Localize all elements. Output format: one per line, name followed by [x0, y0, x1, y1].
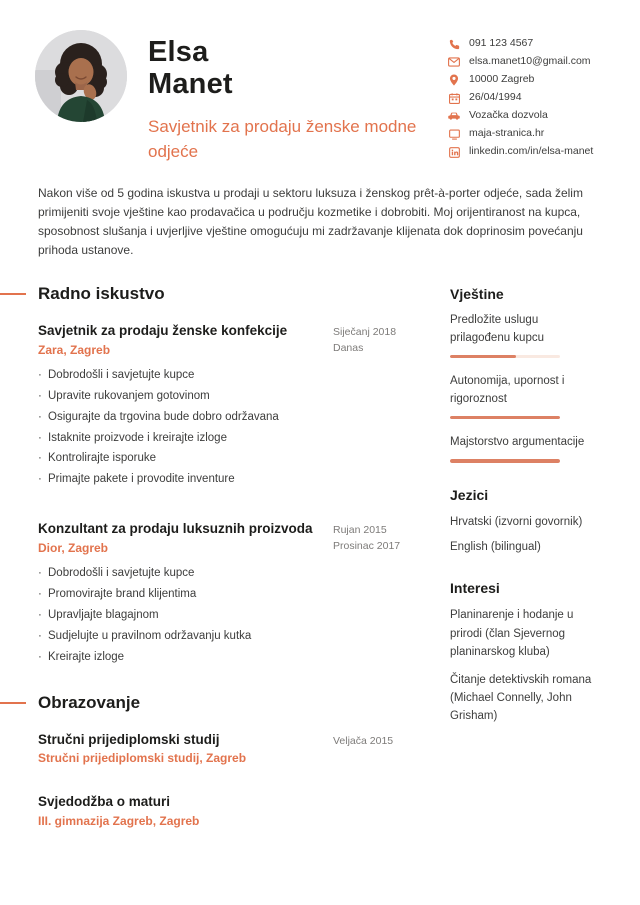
contact-website-value: maja-stranica.hr: [469, 127, 545, 140]
bullet-item: [38, 471, 433, 487]
contact-phone-value: 091 123 4567: [469, 37, 534, 50]
contact-location: [448, 74, 602, 86]
bullet-dot: ·: [38, 608, 42, 621]
calendar-icon: [448, 92, 460, 104]
full-name: [148, 36, 448, 101]
work-entry-org: Zara, Zagreb: [38, 342, 111, 357]
contact-email-value: elsa.manet10@gmail.com: [469, 55, 591, 68]
education-entry-titles: [38, 793, 333, 829]
education-entry-dates: [333, 731, 433, 749]
skill-label: Autonomija, upornost i rigoroznost: [450, 375, 565, 405]
location-icon: [448, 74, 460, 86]
bullet-item: [38, 450, 433, 466]
bullet-dot: ·: [38, 588, 42, 601]
linkedin-icon: [448, 146, 460, 158]
skill-bar-fill: [450, 355, 516, 359]
contact-linkedin[interactable]: [448, 146, 602, 158]
work-section-heading-label: Radno iskustvo: [38, 284, 165, 304]
work-entry-bullets: [38, 565, 433, 665]
education-entry-date: Veljača 2015: [333, 734, 394, 747]
languages-section: [450, 487, 600, 557]
work-entry-title: Savjetnik za prodaju ženske konfekcije: [38, 323, 288, 339]
avatar-photo-illustration: [35, 30, 127, 122]
bullet-dot: ·: [38, 567, 42, 580]
skill-bar-fill: [450, 459, 560, 463]
bullet-text: Dobrodošli i savjetujte kupce: [48, 567, 195, 580]
bullet-item: [38, 409, 433, 425]
header: [0, 0, 640, 164]
education-section: [38, 693, 433, 829]
work-entry-dates: [333, 322, 433, 357]
work-entry-date-end: Danas: [333, 342, 364, 355]
skills-heading: Vještine: [450, 286, 504, 303]
interest-item: Planinarenje i hodanje u prirodi (član Sjevernog planinarskog kluba): [450, 609, 574, 659]
bullet-item: [38, 586, 433, 602]
work-entry-titles: [38, 520, 333, 556]
skill-bar-fill: [450, 416, 560, 420]
education-entry-dates: [333, 793, 433, 795]
section-dash: [0, 702, 26, 704]
work-entry-dates: [333, 520, 433, 555]
bullet-text: Osigurajte da trgovina bude dobro održavana: [48, 410, 279, 423]
bullet-dot: ·: [38, 390, 42, 402]
language-item: Hrvatski (izvorni govornik): [450, 515, 583, 528]
education-entry-org: Stručni prijediplomski studij, Zagreb: [38, 751, 247, 766]
email-icon: [448, 56, 460, 68]
sidebar: [450, 284, 600, 829]
contact-driving-license-value: Vozačka dozvola: [469, 109, 548, 122]
work-entry: [38, 322, 433, 488]
section-dash: [0, 293, 26, 295]
bullet-text: Sudjelujte u pravilnom održavanju kutka: [48, 629, 252, 642]
contact-email[interactable]: [448, 56, 602, 68]
first-name: Elsa: [148, 36, 209, 68]
skill-label: Predložite uslugu prilagođenu kupcu: [450, 314, 544, 344]
education-entry-head: [38, 793, 433, 829]
work-entry-titles: [38, 322, 333, 358]
work-entry-org: Dior, Zagreb: [38, 540, 109, 555]
job-title: Savjetnik za prodaju ženske modne odjeće: [148, 116, 417, 161]
interests-section: [450, 580, 600, 725]
bullet-text: Upravite rukovanjem gotovinom: [48, 390, 210, 402]
language-item: English (bilingual): [450, 540, 541, 553]
bullet-text: Promovirajte brand klijentima: [48, 588, 197, 601]
work-entry-date-start: Rujan 2015: [333, 524, 387, 537]
skill-item: [450, 434, 600, 462]
avatar: [35, 30, 127, 122]
skill-item: [450, 373, 600, 419]
skill-bar: [450, 459, 560, 463]
phone-icon: [448, 38, 460, 50]
bullet-text: Kreirajte izloge: [48, 650, 125, 663]
bullet-item: [38, 628, 433, 644]
bullet-dot: ·: [38, 650, 42, 663]
contact-birthdate: [448, 92, 602, 104]
main-column: [38, 284, 433, 829]
bullet-text: Primajte pakete i provodite inventure: [48, 473, 235, 486]
content-columns: [38, 284, 602, 829]
education-section-heading: [38, 693, 433, 713]
last-name: Manet: [148, 68, 233, 101]
bullet-dot: ·: [38, 452, 42, 465]
work-section-heading: [38, 284, 433, 304]
education-section-heading-label: Obrazovanje: [38, 692, 141, 712]
contact-driving-license: [448, 110, 602, 122]
education-entry-head: [38, 731, 433, 767]
contact-linkedin-value: linkedin.com/in/elsa-manet: [469, 145, 594, 158]
work-entry-head: [38, 520, 433, 556]
work-entry-date-end: Prosinac 2017: [333, 540, 401, 553]
bullet-dot: ·: [38, 629, 42, 642]
bullet-text: Dobrodošli i savjetujte kupce: [48, 369, 195, 382]
contact-phone: [448, 38, 602, 50]
bullet-text: Upravljajte blagajnom: [48, 608, 159, 621]
bullet-text: Kontrolirajte isporuke: [48, 452, 157, 465]
contact-website[interactable]: [448, 128, 602, 140]
bullet-text: Istaknite proizvode i kreirajte izloge: [48, 431, 227, 444]
bullet-item: [38, 607, 433, 623]
bullet-item: [38, 565, 433, 581]
interest-item: Čitanje detektivskih romana (Michael Connelly, John Grisham): [450, 673, 592, 723]
interests-heading: Interesi: [450, 580, 500, 597]
skill-bar: [450, 355, 560, 359]
skill-bar: [450, 416, 560, 420]
name-block: [148, 30, 448, 164]
education-entry-titles: [38, 731, 333, 767]
education-entry-title: Stručni prijediplomski studij: [38, 731, 220, 747]
bullet-item: [38, 649, 433, 665]
work-entry-bullets: [38, 367, 433, 487]
education-entry: [38, 731, 433, 767]
work-entry-title: Konzultant za prodaju luksuznih proizvoda: [38, 521, 313, 537]
bullet-dot: ·: [38, 431, 42, 444]
skill-label: Majstorstvo argumentacije: [450, 436, 585, 449]
profile-summary: Nakon više od 5 godina iskustva u prodaji u sektoru luksuza i ženskog prêt-à-porter odjeće, sada želim primijeniti svoje vještine kao prodavačica u području kozmetike i dobrobiti. Moj orijentiranost na kupca, sposobnost slušanja i uvjerljive vještine omogućuju mi zadržavanje klijenata dok doprinosim povećanju prihoda ustanove.: [38, 186, 583, 258]
work-entry-date-start: Siječanj 2018: [333, 326, 397, 339]
education-entry-org: III. gimnazija Zagreb, Zagreb: [38, 813, 200, 828]
bullet-dot: ·: [38, 473, 42, 486]
bullet-item: [38, 388, 433, 404]
bullet-item: [38, 367, 433, 383]
car-icon: [448, 110, 460, 122]
education-entry-title: Svjedodžba o maturi: [38, 794, 171, 810]
work-entry: [38, 520, 433, 665]
contact-list: [448, 38, 602, 164]
website-icon: [448, 128, 460, 140]
education-entry: [38, 793, 433, 829]
bullet-dot: ·: [38, 369, 42, 382]
work-entry-head: [38, 322, 433, 358]
contact-birthdate-value: 26/04/1994: [469, 91, 522, 104]
bullet-item: [38, 430, 433, 446]
skill-item: [450, 312, 600, 358]
bullet-dot: ·: [38, 410, 42, 423]
languages-heading: Jezici: [450, 486, 489, 503]
contact-location-value: 10000 Zagreb: [469, 73, 535, 86]
